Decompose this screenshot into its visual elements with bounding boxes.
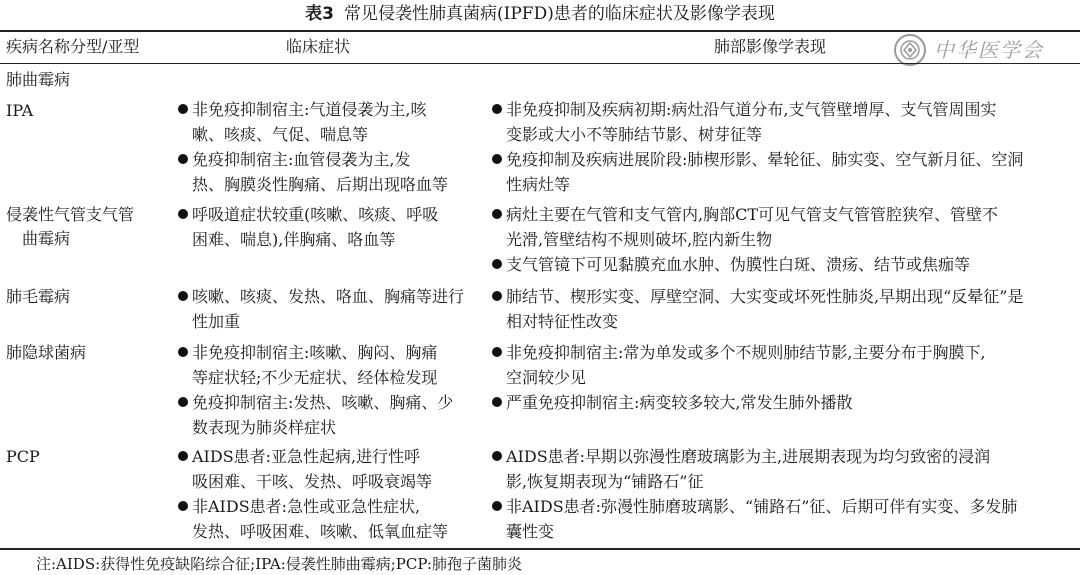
bullet-icon (492, 209, 502, 219)
disease-name (6, 445, 40, 469)
item-line: 免疫抑制宿主:发热、咳嗽、胸痛、少 (192, 393, 454, 412)
bullet-icon (178, 397, 188, 407)
imaging-item (492, 147, 1023, 197)
clinical-item (178, 284, 464, 334)
item-line: 空洞较少见 (506, 368, 587, 387)
bullet-icon (492, 347, 502, 357)
clinical-item (178, 444, 432, 494)
disease-name-line: 肺毛霉病 (6, 287, 71, 306)
item-line: 困难、喘息),伴胸痛、咯血等 (192, 230, 396, 249)
item-line: 病灶主要在气管和支气管内,胸部CT可见气管支气管管腔狭窄、管壁不 (506, 205, 999, 224)
bullet-icon (492, 451, 502, 461)
clinical-item (178, 147, 448, 197)
item-line: 严重免疫抑制宿主:病变较多较大,常发生肺外播散 (506, 393, 853, 412)
imaging-item (492, 97, 996, 147)
disease-name-line: IPA (6, 101, 34, 120)
imaging-item (492, 494, 1017, 544)
bullet-icon (178, 209, 188, 219)
bullet-icon (178, 104, 188, 114)
item-line: 相对特征性改变 (506, 312, 619, 331)
item-line: 性加重 (192, 312, 241, 331)
disease-name (6, 99, 33, 123)
header-imaging: 肺部影像学表现 (714, 37, 827, 56)
item-line: 性病灶等 (506, 175, 571, 194)
item-line: 非AIDS患者:弥漫性肺磨玻璃影、“铺路石”征、后期可伴有实变、多发肺 (506, 497, 1018, 516)
item-line: 嗽、咳痰、气促、喘息等 (192, 125, 369, 144)
watermark-seal-icon (893, 33, 927, 67)
table-title (0, 2, 1080, 26)
item-line: 支气管镜下可见黏膜充血水肿、伪膜性白斑、溃疡、结节或焦痂等 (506, 255, 971, 274)
item-line: AIDS患者:亚急性起病,进行性呼 (192, 447, 421, 466)
item-line: 免疫抑制宿主:血管侵袭为主,发 (192, 150, 411, 169)
bullet-icon (492, 104, 502, 114)
item-line: 咳嗽、咳痰、发热、咯血、胸痛等进行 (192, 287, 465, 306)
imaging-item (492, 444, 990, 494)
item-line: 影,恢复期表现为“铺路石”征 (506, 472, 704, 491)
clinical-item (178, 202, 438, 252)
table-title-text: 常见侵袭性肺真菌病(IPFD)患者的临床症状及影像学表现 (344, 4, 775, 24)
disease-name-line: 肺隐球菌病 (6, 343, 87, 362)
item-line: 非免疫抑制及疾病初期:病灶沿气道分布,支气管壁增厚、支气管周围实 (506, 100, 997, 119)
item-line: 囊性变 (506, 522, 555, 541)
bullet-icon (178, 154, 188, 164)
bullet-icon (178, 291, 188, 301)
item-line: 热、胸膜炎性胸痛、后期出现咯血等 (192, 175, 449, 194)
item-line: 吸困难、干咳、发热、呼吸衰竭等 (192, 472, 433, 491)
clinical-item (178, 340, 437, 390)
item-line: 数表现为肺炎样症状 (192, 418, 337, 437)
item-line: 非免疫抑制宿主:常为单发或多个不规则肺结节影,主要分布于胸膜下, (506, 343, 986, 362)
disease-name (6, 341, 86, 365)
item-line: 非免疫抑制宿主:咳嗽、胸闷、胸痛 (192, 343, 438, 362)
bullet-icon (492, 501, 502, 511)
item-line: 免疫抑制及疾病进展阶段:肺楔形影、晕轮征、肺实变、空气新月征、空洞 (506, 150, 1024, 169)
item-line: 变影或大小不等肺结节影、树芽征等 (506, 125, 763, 144)
item-line: 等症状轻;不少无症状、经体检发现 (192, 368, 438, 387)
disease-name-line: 侵袭性气管支气管 (6, 205, 135, 224)
top-rule (0, 30, 1080, 32)
table-footnote: 注:AIDS:获得性免疫缺陷综合征;IPA:侵袭性肺曲霉病;PCP:肺孢子菌肺炎 (36, 555, 522, 573)
disease-name-line: 曲霉病 (22, 229, 71, 248)
bullet-icon (492, 291, 502, 301)
clinical-item (178, 97, 426, 147)
table-number: 表3 (305, 4, 334, 24)
item-line: 发热、呼吸困难、咳嗽、低氧血症等 (192, 522, 449, 541)
header-rule (0, 63, 1080, 64)
clinical-item (178, 494, 448, 544)
item-line: 非AIDS患者:急性或亚急性症状, (192, 497, 421, 516)
header-clinical: 临床症状 (286, 37, 351, 56)
clinical-item (178, 390, 453, 440)
bullet-icon (492, 259, 502, 269)
imaging-item (492, 390, 852, 415)
bullet-icon (178, 451, 188, 461)
item-line: 肺结节、楔形实变、厚壁空洞、大实变或坏死性肺炎,早期出现“反晕征”是 (506, 287, 1024, 306)
watermark-text: 中华医学会 (934, 38, 1044, 62)
bullet-icon (178, 347, 188, 357)
imaging-item (492, 252, 970, 277)
bottom-rule (0, 548, 1080, 550)
group-label: 肺曲霉病 (6, 70, 71, 89)
bullet-icon (492, 397, 502, 407)
imaging-item (492, 340, 986, 390)
item-line: 非免疫抑制宿主:气道侵袭为主,咳 (192, 100, 427, 119)
bullet-icon (178, 501, 188, 511)
item-line: AIDS患者:早期以弥漫性磨玻璃影为主,进展期表现为均匀致密的浸润 (506, 447, 991, 466)
disease-name-line: PCP (6, 447, 40, 466)
imaging-item (492, 284, 1023, 334)
disease-name (6, 203, 134, 251)
header-disease: 疾病名称分型/亚型 (6, 37, 140, 56)
bullet-icon (492, 154, 502, 164)
item-line: 呼吸道症状较重(咳嗽、咳痰、呼吸 (192, 205, 439, 224)
imaging-item (492, 202, 998, 252)
item-line: 光滑,管壁结构不规则破坏,腔内新生物 (506, 230, 773, 249)
disease-name (6, 285, 70, 309)
